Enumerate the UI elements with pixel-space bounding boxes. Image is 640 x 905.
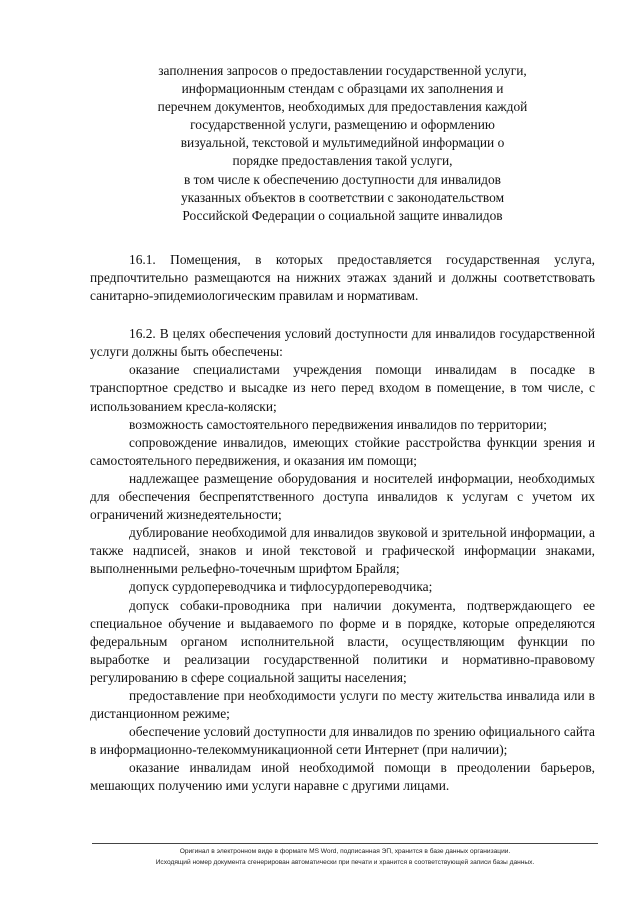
list-item: обеспечение условий доступности для инвалидов по зрению официального сайта в информационно-телекоммуникационной сети Интернет (при наличии); [90,724,595,758]
list-item: дублирование необходимой для инвалидов звуковой и зрительной информации, а также надписей, знаков и иной текстовой и графической информации знаками, выполненными рельефно-точечным шрифтом Брайля; [90,525,595,577]
heading-line: информационным стендам с образцами их заполнения и [181,81,504,97]
list-item: возможность самостоятельного передвижения инвалидов по территории; [129,416,547,432]
heading-line: порядке предоставления такой услуги, [232,153,453,169]
list-item: оказание инвалидам иной необходимой помощи в преодолении барьеров, мешающих получению ими услуги наравне с другими лицами. [90,760,595,794]
footer-note-original: Оригинал в электронном виде в формате MS Word, подписанная ЭП, хранится в базе данных организации. [179,848,511,855]
document-body [90,62,595,796]
list-item: допуск сурдопереводчика и тифлосурдопереводчика; [129,579,433,595]
list-item: надлежащее размещение оборудования и носителей информации, необходимых для обеспечения беспрепятственного доступа инвалидов к услугам с учетом их ограничений жизнедеятельности; [90,470,595,523]
heading-line: в том числе к обеспечению доступности для инвалидов [183,171,501,187]
paragraph-spacer [90,305,595,325]
heading-line: Российской Федерации о социальной защите инвалидов [182,207,503,223]
heading-line: государственной услуги, размещению и оформлению [190,117,495,133]
section-heading [90,62,595,225]
heading-line: заполнения запросов о предоставлении государственной услуги, [158,63,527,78]
paragraph-16-2-intro: 16.2. В целях обеспечения условий доступности для инвалидов государственной услуги должны быть обеспечены: [90,326,595,360]
heading-line: перечнем документов, необходимых для предоставления каждой [157,99,528,115]
list-item: допуск собаки-проводника при наличии документа, подтверждающего ее специальное обучение и выдаваемого по форме и в порядке, которые определяются федеральным органом исполнительной власти, осуществляющим функции по выработке и реализации государственной политики и нормативно-правовому регулированию в сфере социальной защиты населения; [90,597,595,685]
heading-line: визуальной, текстовой и мультимедийной информации о [180,135,505,151]
paragraph-16-1: 16.1. Помещения, в которых предоставляется государственная услуга, предпочтительно размещаются на нижних этажах зданий и должны соответствовать санитарно-эпидемиологическим правилам и нормативам. [90,251,595,304]
document-footer [92,843,598,868]
list-item: предоставление при необходимости услуги по месту жительства инвалида или в дистанционном режиме; [90,688,595,722]
list-item: сопровождение инвалидов, имеющих стойкие расстройства функции зрения и самостоятельного передвижения, и оказания им помощи; [90,434,595,468]
footer-note-number: Исходящий номер документа сгенерирован автоматически при печати и хранится в соответствующей записи базы данных. [155,858,535,866]
list-item: оказание специалистами учреждения помощи инвалидам в посадке в транспортное средство и высадке из него перед входом в помещение, в том числе, с использованием кресла-коляски; [90,362,595,414]
heading-line: указанных объектов в соответствии с законодательством [180,189,505,205]
